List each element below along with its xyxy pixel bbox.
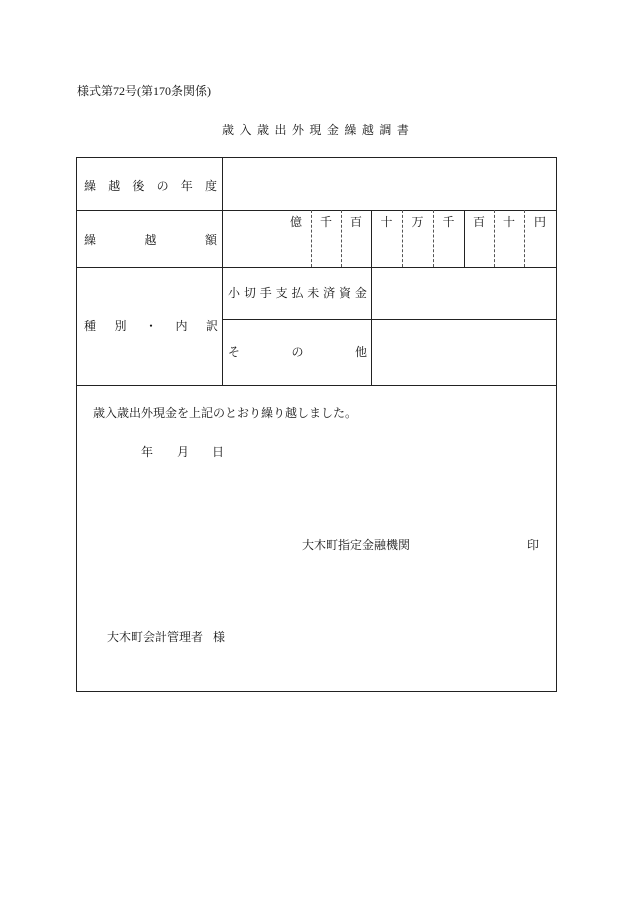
carryover-year-label: 繰 越 後 の 年 度 [84, 179, 217, 193]
document-title: 歳 入 歳 出 外 現 金 繰 越 調 書 [222, 123, 409, 137]
digit-unit-oku: 億 [289, 215, 302, 229]
digit-unit-hyaku: 百 [349, 215, 362, 229]
addressee-honorific: 様 [213, 630, 226, 644]
date-year-label: 年 [141, 445, 154, 459]
statement-text: 歳入歳出外現金を上記のとおり繰り越しました。 [93, 406, 358, 420]
digit-unit-hyaku: 百 [472, 215, 485, 229]
form-number: 様式第72号(第170条関係) [77, 84, 211, 98]
breakdown-label: 種 別 ・ 内 訳 [84, 319, 218, 333]
digit-unit-sen: 千 [319, 215, 332, 229]
table-rule [76, 210, 557, 211]
digit-unit-sen: 千 [442, 215, 455, 229]
date-day-label: 日 [212, 445, 225, 459]
institution-name: 大木町指定金融機関 [302, 538, 411, 552]
digit-unit-juu: 十 [502, 215, 515, 229]
digit-unit-man: 万 [411, 215, 424, 229]
table-rule [76, 385, 557, 386]
carryover-year-field [223, 158, 556, 210]
digit-unit-en: 円 [533, 215, 546, 229]
breakdown-value-other [372, 320, 556, 385]
addressee-name: 大木町会計管理者 [107, 630, 204, 644]
date-month-label: 月 [177, 445, 190, 459]
breakdown-value-unpaid-checks [372, 268, 556, 319]
carryover-amount-label: 繰 越 額 [84, 233, 217, 247]
seal-mark: 印 [527, 538, 540, 552]
digit-unit-juu: 十 [380, 215, 393, 229]
breakdown-item-other: そ の 他 [228, 345, 367, 359]
breakdown-item-unpaid-checks: 小 切 手 支 払 未 済 資 金 [228, 286, 367, 300]
